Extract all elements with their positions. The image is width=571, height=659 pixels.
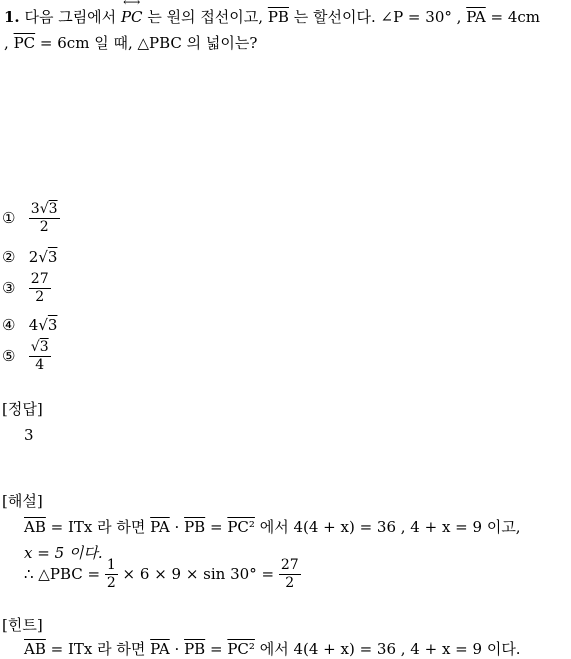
hint-eq: = xyxy=(209,640,223,658)
explanation-line-1 xyxy=(24,516,521,537)
segment-pc: $\overline{PC}$ xyxy=(13,34,36,52)
choice-3-fraction xyxy=(29,272,51,306)
choice-5-fraction: $\frac{√3}{4}$ xyxy=(30,339,49,374)
exp-line3-t2: × 6 × 9 × sin 30° = xyxy=(122,564,275,583)
exp-eq: = xyxy=(209,518,223,536)
question-line2-start: , xyxy=(4,34,9,52)
exp-segment-pc2: PC² xyxy=(227,518,255,536)
exp-segment-ab: $\overline{AB}$ xyxy=(24,518,46,536)
explanation-line-2: x = 5 이다. xyxy=(24,544,103,562)
choice-1[interactable] xyxy=(2,202,60,236)
choice-5-den: 4 xyxy=(35,357,45,374)
choice-2-rad: 3 xyxy=(47,248,58,266)
choice-5[interactable] xyxy=(2,340,51,374)
question-text-1: 다음 그림에서 xyxy=(24,8,117,26)
choice-3-mark: ③ xyxy=(2,278,16,297)
choice-5-mark: ⑤ xyxy=(2,346,16,365)
choice-2-mark: ② xyxy=(2,248,16,266)
choice-4-coef: 4 xyxy=(28,316,39,334)
hint-dot: · xyxy=(174,640,180,658)
exp-segment-pb: $\overline{PB}$ xyxy=(184,518,206,536)
choice-5-num-rad: 3 xyxy=(39,339,49,355)
choice-3-den: 2 xyxy=(35,289,45,306)
exp-frac2-den: 2 xyxy=(285,575,295,592)
choice-1-mark: ① xyxy=(2,208,16,227)
choice-1-num-rad: 3 xyxy=(48,201,58,217)
explanation-label: [해설] xyxy=(2,492,43,510)
hint-segment-pc2: PC² xyxy=(227,640,255,658)
question-text-3: 는 할선이다. ∠P = 30° , xyxy=(293,8,462,26)
question-text-2: 는 원의 접선이고, xyxy=(147,8,264,26)
hint-line-1 xyxy=(24,638,521,659)
choice-3[interactable] xyxy=(2,272,51,306)
exp-line3-t1: ∴ △PBC = xyxy=(24,564,101,583)
choice-2-coef: 2 xyxy=(28,248,39,266)
exp-fraction-1 xyxy=(105,558,118,592)
question-number: 1. xyxy=(4,8,20,26)
explanation-line-3 xyxy=(24,558,301,592)
tangent-line-symbol: ⟷ PC xyxy=(121,8,143,26)
exp-fraction-2 xyxy=(279,558,301,592)
exp-line1-t2: 에서 4(4 + x) = 36 , 4 + x = 9 이고, xyxy=(259,518,521,536)
hint-line1-t1: = ITx 라 하면 xyxy=(50,640,146,658)
hint-segment-pb: $\overline{PB}$ xyxy=(184,640,206,658)
question-line2-end: = 6cm 일 때, △PBC 의 넓이는? xyxy=(39,34,258,52)
exp-segment-pa: $\overline{PA}$ xyxy=(150,518,170,536)
hint-label: [힌트] xyxy=(2,616,43,634)
choice-4-rad: 3 xyxy=(47,316,58,334)
choice-2[interactable]: ② 2√3 xyxy=(2,248,58,266)
question-line-1 xyxy=(4,6,540,27)
choice-1-den: 2 xyxy=(39,219,49,236)
exp-dot: · xyxy=(174,518,180,536)
choice-4[interactable]: ④ 4√3 xyxy=(2,316,58,334)
exp-frac1-num: 1 xyxy=(106,557,116,573)
hint-line1-t2: 에서 4(4 + x) = 36 , 4 + x = 9 이다. xyxy=(259,640,521,658)
choice-3-num: 27 xyxy=(30,271,49,287)
answer-label: [정답] xyxy=(2,400,43,418)
exp-line1-t1: = ITx 라 하면 xyxy=(50,518,146,536)
hint-segment-ab: $\overline{AB}$ xyxy=(24,640,46,658)
choice-1-num-coef: 3 xyxy=(30,201,40,217)
choice-4-mark: ④ xyxy=(2,316,16,334)
segment-pa: $\overline{PA}$ xyxy=(466,8,486,26)
segment-pb: $\overline{PB}$ xyxy=(267,8,289,26)
hint-segment-pa: $\overline{PA}$ xyxy=(150,640,170,658)
question-text-4: = 4cm xyxy=(490,8,541,26)
exp-frac1-den: 2 xyxy=(106,575,116,592)
question-line-2 xyxy=(4,32,257,53)
choice-1-fraction: $\frac{3√3}{2}$ xyxy=(30,201,58,236)
answer-value: 3 xyxy=(24,426,34,444)
exp-frac2-num: 27 xyxy=(280,557,299,573)
